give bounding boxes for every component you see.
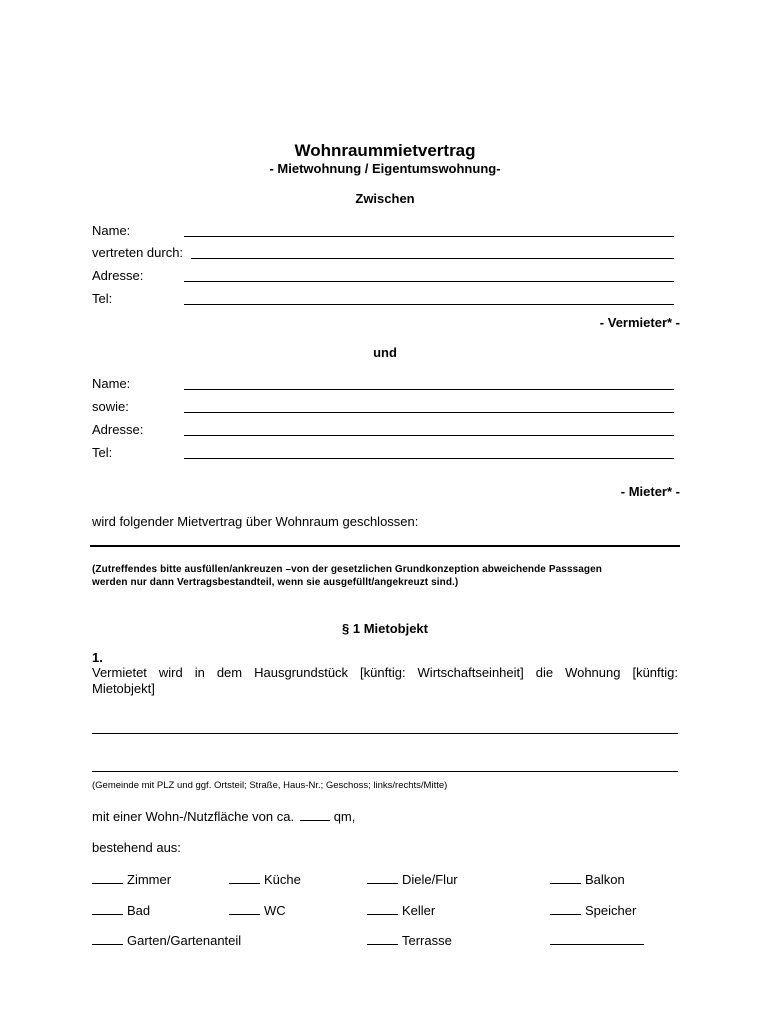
and-label: und [373, 345, 397, 360]
diele-label: Diele/Flur [402, 872, 458, 887]
tenant-name-label: Name: [92, 376, 131, 391]
balkon-count-field[interactable] [550, 871, 581, 884]
wc-count-field[interactable] [229, 902, 260, 915]
section-1-text-line-1: Vermietet wird in dem Hausgrundstück [künftig: Wirtschaftseinheit] die Wohnung [künftig: [92, 665, 678, 680]
speicher-label: Speicher [585, 903, 637, 918]
area-prefix: mit einer Wohn-/Nutzfläche von ca. [92, 809, 295, 824]
item-number: 1. [92, 650, 103, 665]
room-kueche [229, 871, 301, 887]
location-hint: (Gemeinde mit PLZ und ggf. Ortsteil; Straße, Haus-Nr.; Geschoss; links/rechts/Mitte) [92, 780, 448, 791]
room-balkon [550, 871, 625, 887]
area-unit: qm, [333, 809, 356, 824]
zimmer-label: Zimmer [127, 872, 172, 887]
area-line [92, 808, 355, 824]
instruction-line-2: werden nur dann Vertragsbestandteil, wenn sie ausgefüllt/angekreuzt sind.) [92, 577, 459, 588]
tenant-address-label: Adresse: [92, 422, 144, 437]
section-1-text-line-2: Mietobjekt] [92, 681, 155, 696]
room-terrasse [367, 932, 452, 948]
keller-count-field[interactable] [367, 902, 398, 915]
tenant-also-field[interactable] [184, 412, 674, 413]
between-label: Zwischen [355, 191, 415, 206]
landlord-tel-field[interactable] [184, 304, 674, 305]
tenant-address-field[interactable] [184, 435, 674, 436]
room-zimmer [92, 871, 171, 887]
landlord-tel-label: Tel: [92, 291, 113, 306]
section-1-heading: § 1 Mietobjekt [342, 621, 428, 636]
tenant-also-label: sowie: [92, 399, 129, 414]
instruction-line-1: (Zutreffendes bitte ausfüllen/ankreuzen –von der gesetzlichen Grundkonzeption abweichende Passsagen [92, 564, 603, 575]
room-keller [367, 902, 435, 918]
landlord-address-field[interactable] [184, 281, 674, 282]
document-subtitle: - Mietwohnung / Eigentumswohnung- [269, 161, 501, 176]
tenant-name-field[interactable] [184, 389, 674, 390]
landlord-address-label: Adresse: [92, 268, 144, 283]
room-speicher [550, 902, 636, 918]
tenant-tel-field[interactable] [184, 458, 674, 459]
zimmer-count-field[interactable] [92, 871, 123, 884]
room-garten [92, 932, 241, 948]
diele-count-field[interactable] [367, 871, 398, 884]
landlord-represented-label: vertreten durch: [92, 245, 184, 260]
consisting-of-label: bestehend aus: [92, 840, 181, 855]
speicher-count-field[interactable] [550, 902, 581, 915]
garten-label: Garten/Gartenanteil [127, 933, 242, 948]
document-title: Wohnraummietvertrag [294, 141, 476, 160]
tenant-role-label: - Mieter* - [620, 484, 680, 499]
kueche-count-field[interactable] [229, 871, 260, 884]
closing-sentence: wird folgender Mietvertrag über Wohnraum geschlossen: [92, 514, 419, 529]
bad-count-field[interactable] [92, 902, 123, 915]
landlord-name-label: Name: [92, 223, 131, 238]
tenant-tel-label: Tel: [92, 445, 113, 460]
terrasse-count-field[interactable] [367, 932, 398, 945]
garten-count-field[interactable] [92, 932, 123, 945]
terrasse-label: Terrasse [402, 933, 452, 948]
room-diele [367, 871, 458, 887]
room-wc [229, 902, 286, 918]
section-divider [90, 545, 680, 547]
room-bad [92, 902, 150, 918]
kueche-label: Küche [264, 872, 301, 887]
landlord-name-field[interactable] [184, 236, 674, 237]
landlord-role-label: - Vermieter* - [599, 315, 680, 330]
bad-label: Bad [127, 903, 151, 918]
location-field-1[interactable] [92, 733, 678, 734]
wc-label: WC [264, 903, 286, 918]
keller-label: Keller [402, 903, 436, 918]
other-room-field[interactable] [550, 932, 644, 945]
balkon-label: Balkon [585, 872, 625, 887]
location-field-2[interactable] [92, 771, 678, 772]
area-field[interactable] [300, 808, 330, 821]
landlord-represented-field[interactable] [191, 258, 674, 259]
room-other [550, 932, 648, 948]
